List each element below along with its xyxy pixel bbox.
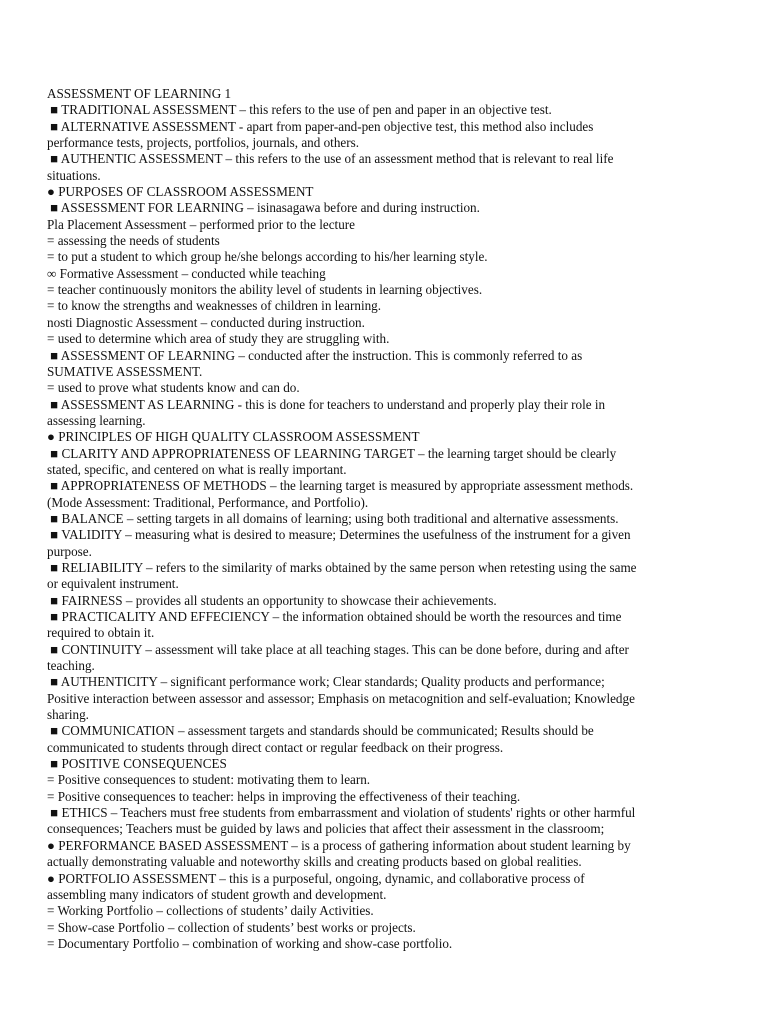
text-line: ■ VALIDITY – measuring what is desired to measure; Determines the usefulness of the instrument for a given — [47, 527, 631, 543]
text-line: ■ BALANCE – setting targets in all domains of learning; using both traditional and alternative assessments. — [47, 510, 619, 526]
text-line: ■ ALTERNATIVE ASSESSMENT - apart from paper-and-pen objective test, this method also includes — [47, 118, 594, 134]
text-line: = Positive consequences to student: motivating them to learn. — [47, 772, 371, 788]
text-line: actually demonstrating valuable and noteworthy skills and creating products based on global realities. — [47, 854, 582, 870]
text-line: ■ PRACTICALITY AND EFFECIENCY – the information obtained should be worth the resources and time — [47, 609, 622, 624]
text-line: = Working Portfolio – collections of students’ daily Activities. — [47, 903, 374, 919]
text-line: situations. — [47, 167, 101, 183]
text-line: consequences; Teachers must be guided by laws and policies that affect their assessment in the classroom; — [47, 821, 605, 837]
section-heading: ● PERFORMANCE BASED ASSESSMENT – is a process of gathering information about student learning by — [47, 837, 631, 853]
text-line: (Mode Assessment: Traditional, Performance, and Portfolio). — [47, 494, 369, 510]
text-line: ■ CLARITY AND APPROPRIATENESS OF LEARNING TARGET – the learning target should be clearly — [47, 445, 617, 461]
text-line: Positive interaction between assessor and assessor; Emphasis on metacognition and self-evaluation; Knowledge — [47, 690, 635, 706]
text-line: ■ COMMUNICATION – assessment targets and standards should be communicated; Results should be — [47, 723, 594, 739]
text-line: ■ FAIRNESS – provides all students an opportunity to showcase their achievements. — [47, 592, 497, 608]
text-line: = teacher continuously monitors the ability level of students in learning objectives. — [47, 282, 483, 298]
text-line: ■ POSITIVE CONSEQUENCES — [47, 756, 227, 772]
text-line: = used to determine which area of study they are struggling with. — [47, 331, 390, 347]
text-line: performance tests, projects, portfolios, journals, and others. — [47, 135, 360, 151]
text-line: ∞ Formative Assessment – conducted while teaching — [47, 265, 326, 281]
section-heading: ● PORTFOLIO ASSESSMENT – this is a purposeful, ongoing, dynamic, and collaborative process of — [47, 870, 585, 886]
text-line: Pla Placement Assessment – performed prior to the lecture — [47, 216, 355, 232]
text-line: nosti Diagnostic Assessment – conducted during instruction. — [47, 314, 365, 330]
text-line: ■ TRADITIONAL ASSESSMENT – this refers to the use of pen and paper in an objective test. — [47, 102, 552, 118]
document-body — [47, 86, 719, 952]
text-line: ■ ASSESSMENT OF LEARNING – conducted after the instruction. This is commonly referred to as — [47, 347, 583, 363]
text-line: purpose. — [47, 543, 92, 559]
text-line: teaching. — [47, 658, 95, 674]
text-line: stated, specific, and centered on what is really important. — [47, 461, 347, 477]
text-line: sharing. — [47, 707, 89, 723]
text-line: = to put a student to which group he/she belongs according to his/her learning style. — [47, 249, 488, 265]
text-line: = used to prove what students know and can do. — [47, 380, 300, 396]
text-line: ■ ASSESSMENT FOR LEARNING – isinasagawa before and during instruction. — [47, 200, 480, 216]
text-line: ■ CONTINUITY – assessment will take place at all teaching stages. This can be done before, during and after — [47, 641, 629, 657]
text-line: required to obtain it. — [47, 625, 155, 641]
text-line: ■ RELIABILITY – refers to the similarity of marks obtained by the same person when retesting using the same — [47, 559, 637, 575]
section-heading: ● PRINCIPLES OF HIGH QUALITY CLASSROOM ASSESSMENT — [47, 429, 420, 445]
text-line: ■ ETHICS – Teachers must free students from embarrassment and violation of students' rights or other harmful — [47, 805, 636, 821]
text-line: = Show-case Portfolio – collection of students’ best works or projects. — [47, 919, 416, 935]
text-line: = Documentary Portfolio – combination of working and show-case portfolio. — [47, 935, 453, 951]
text-line: or equivalent instrument. — [47, 576, 179, 592]
text-line: assembling many indicators of student growth and development. — [47, 886, 387, 902]
text-line: assessing learning. — [47, 412, 146, 428]
text-line: = assessing the needs of students — [47, 233, 220, 249]
text-line: communicated to students through direct contact or regular feedback on their progress. — [47, 739, 504, 755]
text-line: = to know the strengths and weaknesses of children in learning. — [47, 298, 382, 314]
text-line: ■ AUTHENTICITY – significant performance work; Clear standards; Quality products and performance; — [47, 674, 605, 690]
text-line: = Positive consequences to teacher: helps in improving the effectiveness of their teaching. — [47, 788, 521, 804]
text-line: ■ ASSESSMENT AS LEARNING - this is done for teachers to understand and properly play their role in — [47, 396, 606, 412]
section-heading: ● PURPOSES OF CLASSROOM ASSESSMENT — [47, 184, 314, 200]
text-line: ■ APPROPRIATENESS OF METHODS – the learning target is measured by appropriate assessment methods. — [47, 478, 634, 494]
text-line: SUMATIVE ASSESSMENT. — [47, 363, 203, 379]
document-title: ASSESSMENT OF LEARNING 1 — [47, 86, 232, 101]
text-line: ■ AUTHENTIC ASSESSMENT – this refers to the use of an assessment method that is relevant to real life — [47, 151, 614, 167]
